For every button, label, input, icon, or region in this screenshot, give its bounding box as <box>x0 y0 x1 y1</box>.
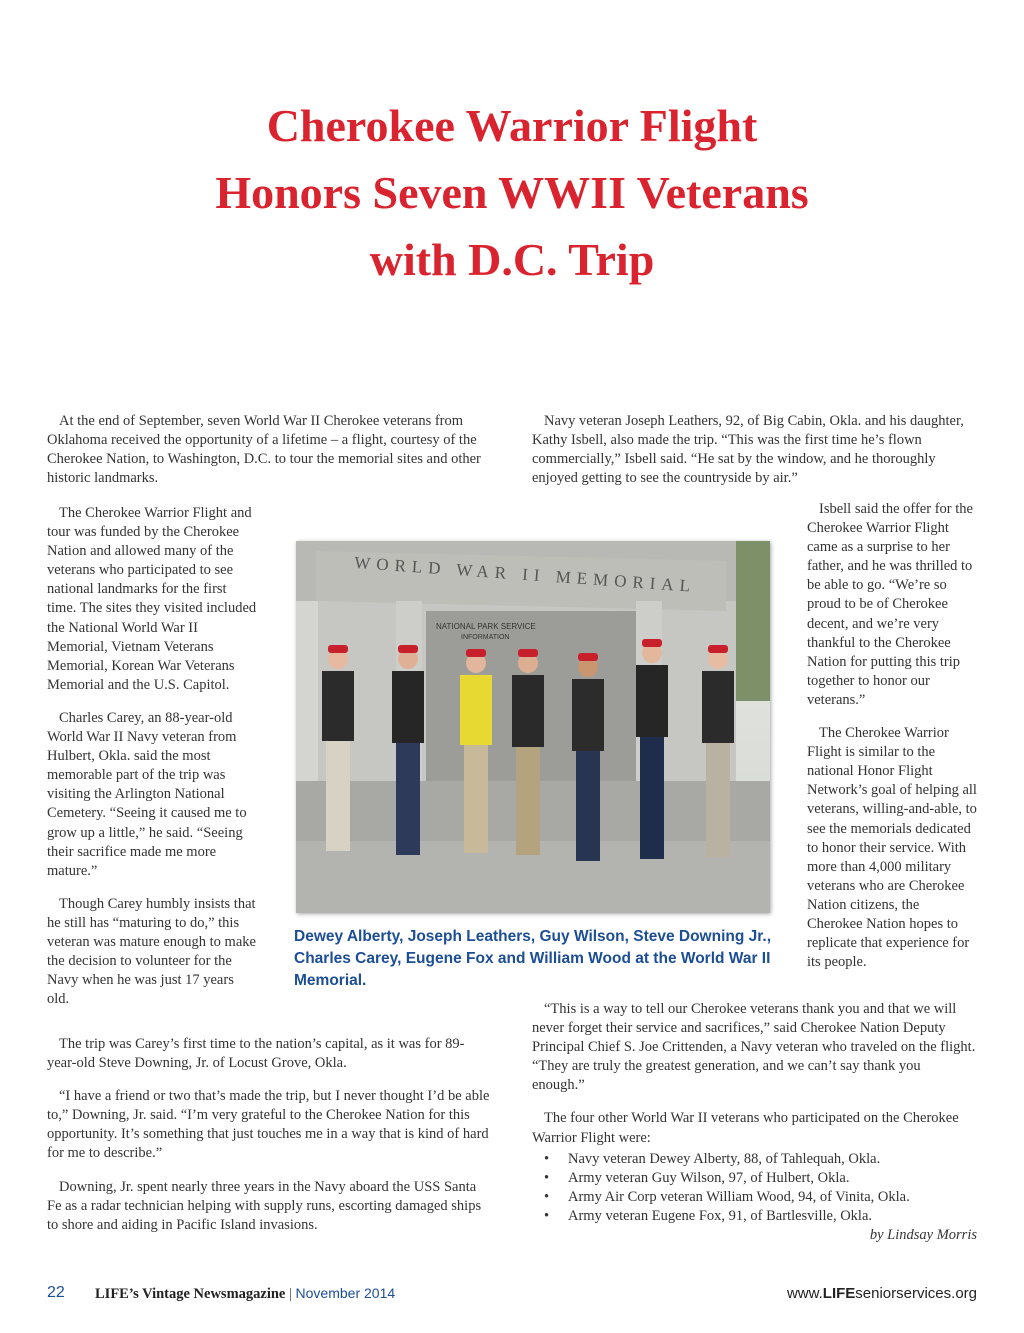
memorial-sign: WORLD WAR II MEMORIAL <box>353 553 697 596</box>
body-paragraph: The Cherokee Warrior Flight and tour was funded by the Cherokee Nation and allowed many of the veterans who participated to see national landmarks for the first time. The sites they visited included the National World War II Memorial, Vietnam Veterans Memorial, Korean War Veterans Memorial and the U.S. Capitol. <box>47 505 257 693</box>
leathers-paragraph: Navy veteran Joseph Leathers, 92, of Big Cabin, Okla. and his daughter, Kathy Isbell, also made the trip. “This was the first time he’s flown commercially,” Isbell said. “He sat by the window, and he thoroughly enjoyed getting to see the countryside by air.” <box>532 413 964 487</box>
body-paragraph: Though Carey humbly insists that he still has “maturing to do,” this veteran was mature enough to make the decision to volunteer for the Navy when he was just 17 years old. <box>47 895 256 1008</box>
website-brand: LIFE <box>822 1285 856 1302</box>
bottom-right-column <box>532 1000 977 1245</box>
intro-paragraph: At the end of September, seven World War II Cherokee veterans from Oklahoma received the opportunity of a lifetime – a flight, courtesy of the Cherokee Nation, to Washington, D.C. to tour the memorial sites and other historic landmarks. <box>47 413 481 487</box>
list-item: • Army veteran Guy Wilson, 97, of Hulbert, Okla. <box>532 1169 977 1188</box>
website-url <box>787 1285 977 1302</box>
issue-date: November 2014 <box>295 1285 396 1301</box>
publication-name: LIFE’s Vintage Newsmagazine <box>95 1286 286 1302</box>
body-paragraph: “I have a friend or two that’s made the trip, but I never thought I’d be able to,” Downing, Jr. said. “I’m very grateful to the Cherokee Nation for this opportunity. It’s something that just touches me in a way that is kind of hard for me to describe.” <box>47 1088 490 1162</box>
title-line: Honors Seven WWII Veterans <box>215 167 809 218</box>
title-line: with D.C. Trip <box>369 234 655 285</box>
page-number: 22 <box>47 1284 65 1301</box>
veterans-list-intro: The four other World War II veterans who participated on the Cherokee Warrior Flight were: <box>532 1110 959 1146</box>
crittenden-quote: “This is a way to tell our Cherokee veterans thank you and that we will never forget their service and sacrifices,” said Cherokee Nation Deputy Principal Chief S. Joe Crittenden, a Navy veteran who traveled on the flight. “They are truly the greatest generation, and we can’t say thank you enough.” <box>532 1001 976 1094</box>
publication-info <box>95 1285 395 1303</box>
bottom-left-column <box>47 1035 492 1249</box>
veterans-group-photo <box>296 541 770 913</box>
body-paragraph: Isbell said the offer for the Cherokee Warrior Flight came as a surprise to her father, and he was thrilled to be able to go. “We’re so proud to be of Cherokee decent, and we’re very thankful to the Cherokee Nation for putting this trip together to honor our veterans.” <box>807 501 973 708</box>
right-narrow-column <box>807 500 977 986</box>
photo-caption: Dewey Alberty, Joseph Leathers, Guy Wilson, Steve Downing Jr., Charles Carey, Eugene Fox and William Wood at the World War II Memorial. <box>294 928 772 989</box>
page-footer <box>0 1284 1024 1308</box>
title-line: Cherokee Warrior Flight <box>266 100 758 151</box>
intro-left-column <box>47 412 492 502</box>
intro-right-column <box>532 412 972 502</box>
body-paragraph: Charles Carey, an 88-year-old World War II Navy veteran from Hulbert, Okla. said the most memorable part of the trip was visiting the Arlington National Cemetery. “Seeing it caused me to grow up a little,” he said. “Seeing their sacrifice made me more mature.” <box>47 709 247 879</box>
nps-sign-info: INFORMATION <box>461 634 510 641</box>
byline: by Lindsay Morris <box>869 1227 977 1244</box>
website-suffix: seniorservices.org <box>855 1285 977 1302</box>
body-paragraph: The trip was Carey’s first time to the nation’s capital, as it was for 89-year-old Steve Downing, Jr. of Locust Grove, Okla. <box>47 1036 465 1072</box>
body-paragraph: Downing, Jr. spent nearly three years in the Navy aboard the USS Santa Fe as a radar technician helping with supply runs, escorting damaged ships to shore and aiding in Pacific Island invasions. <box>47 1178 482 1233</box>
veterans-list <box>532 1150 977 1226</box>
website-prefix: www. <box>786 1285 823 1302</box>
list-item: • Army veteran Eugene Fox, 91, of Bartlesville, Okla. <box>532 1207 977 1226</box>
list-item: • Navy veteran Dewey Alberty, 88, of Tahlequah, Okla. <box>532 1150 977 1169</box>
list-item: • Army Air Corp veteran William Wood, 94, of Vinita, Okla. <box>532 1188 977 1207</box>
article-title <box>0 92 1024 293</box>
nps-sign: NATIONAL PARK SERVICE <box>436 622 536 631</box>
footer-separator: | <box>289 1286 292 1302</box>
left-narrow-column <box>47 504 259 1023</box>
body-paragraph: The Cherokee Warrior Flight is similar to the national Honor Flight Network’s goal of helping all veterans, willing-and-able, to see the memorials dedicated to honor their service. With more than 4,000 military veterans who are Cherokee Nation citizens, the Cherokee Nation hopes to replicate that experience for its people. <box>807 725 977 971</box>
